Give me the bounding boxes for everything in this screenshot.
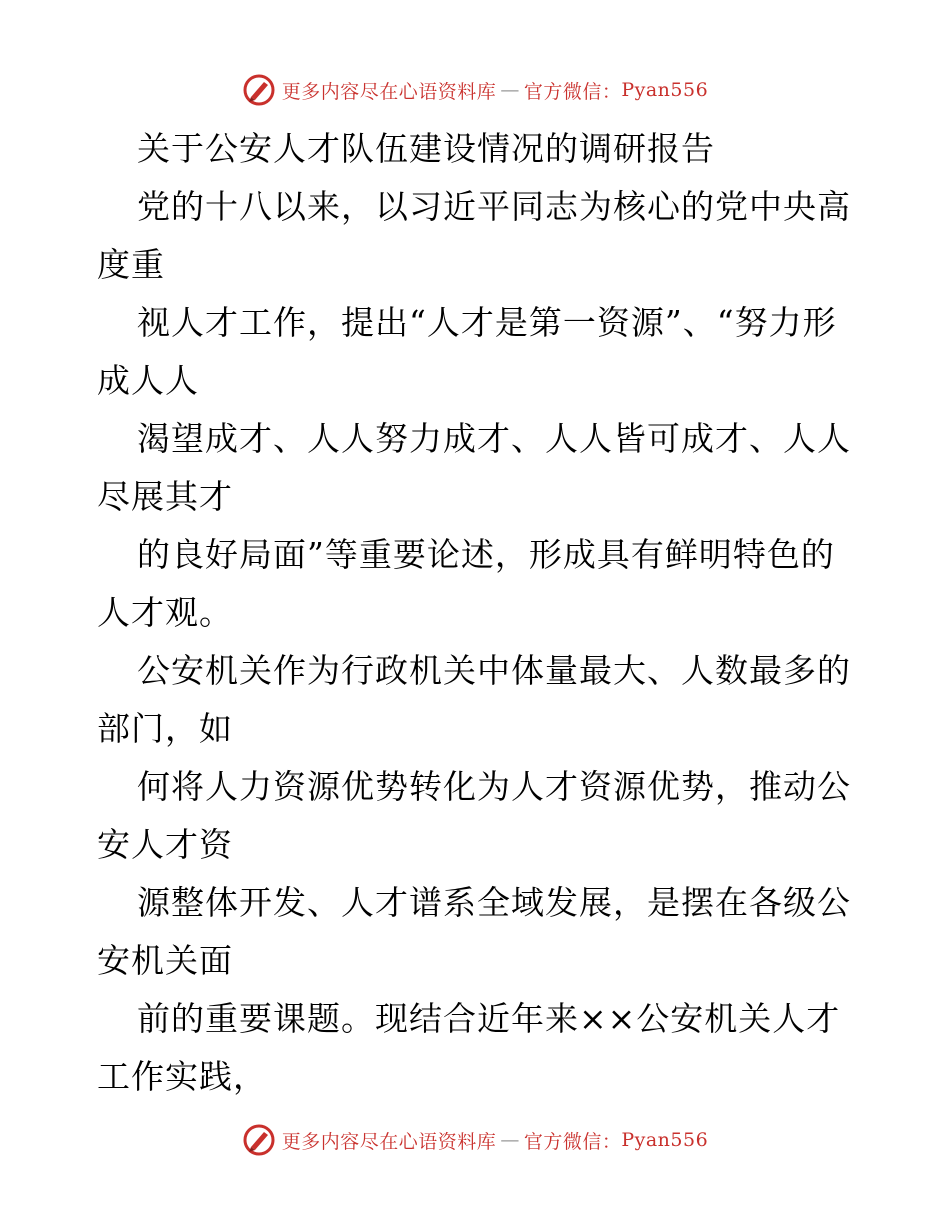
paragraph: 源整体开发、人才谱系全域发展，是摆在各级公安机关面 (97, 883, 851, 980)
banner-wechat-label: 官方微信： (523, 80, 622, 103)
paragraph: 渴望成才、人人努力成才、人人皆可成才、人人尽展其才 (97, 419, 851, 516)
banner-wechat-label: 官方微信： (523, 1130, 622, 1153)
footer-banner (0, 1120, 950, 1160)
document-title: 关于公安人才队伍建设情况的调研报告 (137, 129, 715, 168)
paragraph: 公安机关作为行政机关中体量最大、人数最多的部门，如 (97, 651, 851, 748)
banner-text: 更多内容尽在心语资料库 (281, 80, 497, 103)
document-body (97, 120, 857, 1106)
banner-separator: — (500, 1129, 520, 1151)
paragraph: 党的十八以来，以习近平同志为核心的党中央高度重 (97, 187, 851, 284)
paragraph: 何将人力资源优势转化为人才资源优势，推动公安人才资 (97, 767, 851, 864)
pen-logo-icon (242, 73, 276, 107)
pen-logo-icon (242, 1123, 276, 1157)
header-banner (0, 70, 950, 110)
paragraph: 视人才工作，提出“人才是第一资源”、“努力形成人人 (97, 303, 837, 400)
banner-separator: — (500, 79, 520, 101)
banner-wechat-id: Pyan556 (621, 79, 709, 101)
paragraph: 前的重要课题。现结合近年来××公安机关人才工作实践， (97, 999, 841, 1096)
banner-text: 更多内容尽在心语资料库 (281, 1130, 497, 1153)
paragraph: 的良好局面”等重要论述，形成具有鲜明特色的人才观。 (97, 535, 835, 632)
banner-wechat-id: Pyan556 (621, 1129, 709, 1151)
